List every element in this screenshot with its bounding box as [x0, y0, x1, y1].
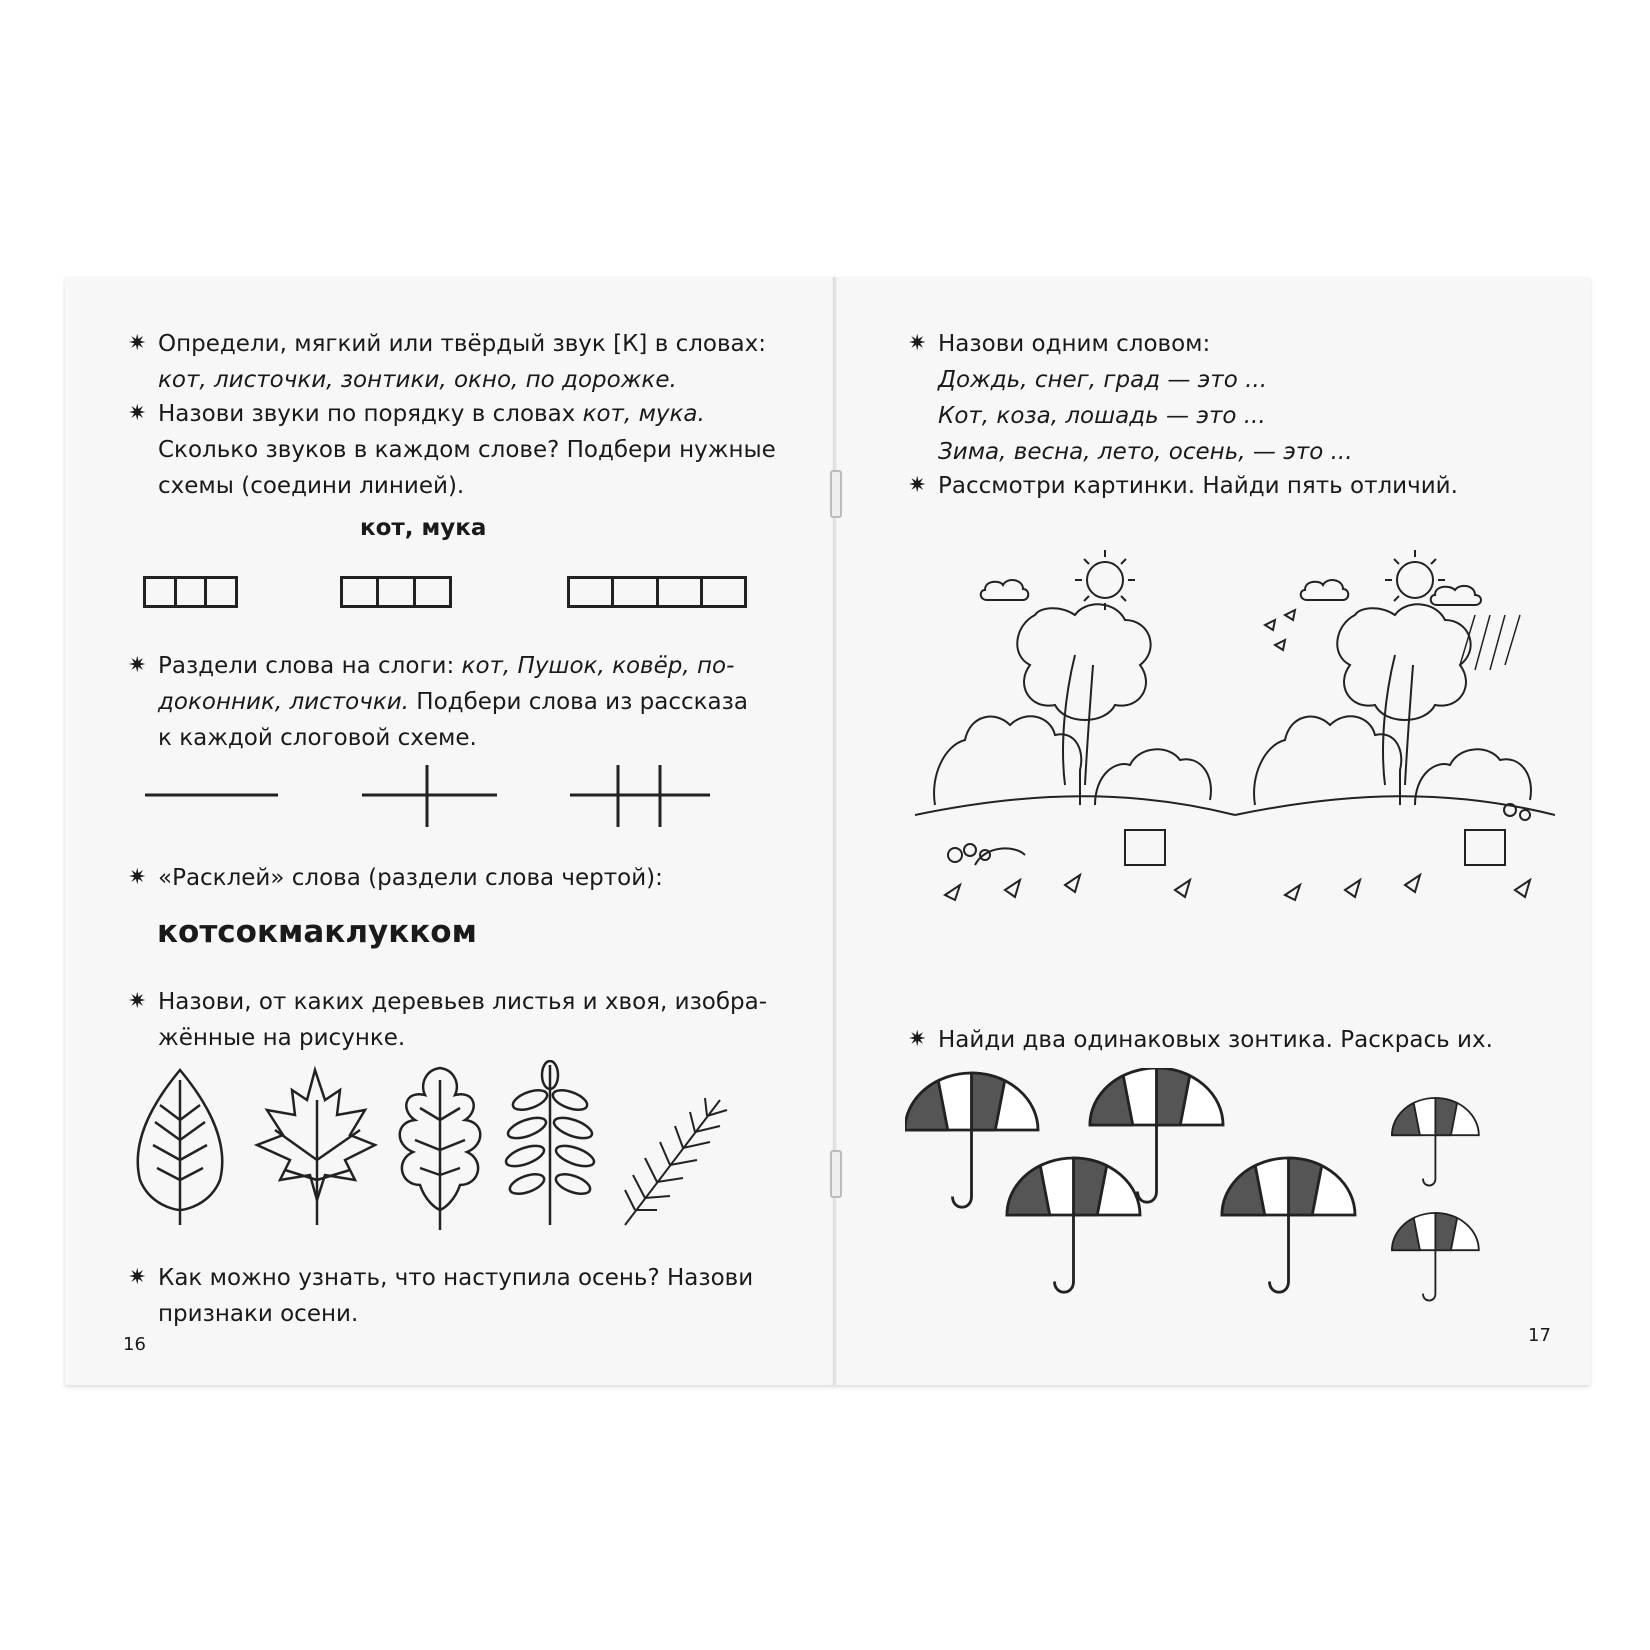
sound-scheme-4: [567, 576, 747, 608]
task-one-word: ✷ Назови одним словом: Дождь, снег, град — это ... Кот, коза, лошадь — это ... Зима, весна, лето, осень, — это ...: [938, 326, 1353, 470]
sound-scheme-3b: [340, 576, 452, 608]
fir-branch-icon: [625, 1098, 727, 1225]
task-soft-hard-sound: ✷ Определи, мягкий или твёрдый звук [К] в словах: кот, листочки, зонтики, окно, по дорожке.: [158, 326, 766, 398]
task-syllables: ✷ Раздели слова на слоги: кот, Пушок, ковёр, по- доконник, листочки. Подбери слова из рассказа к каждой слоговой схеме.: [158, 648, 748, 756]
umbrella-icon: [1007, 1158, 1140, 1292]
cloud-icon: [981, 580, 1029, 600]
page-number-right: 17: [1528, 1325, 1551, 1346]
star-bullet-icon: ✷: [128, 331, 147, 356]
staple-icon: [830, 1150, 842, 1198]
sun-icon: [1087, 562, 1123, 598]
sound-scheme-3: [143, 576, 238, 608]
rowan-leaf-icon: [503, 1061, 596, 1225]
task-name-sounds: ✷ Назови звуки по порядку в словах кот, мука. Сколько звуков в каждом слове? Подбери нужные схемы (соедини линией).: [158, 396, 776, 504]
task-name-trees: ✷ Назови, от каких деревьев листья и хвоя, изобра- жённые на рисунке.: [158, 984, 767, 1056]
birch-leaf-icon: [138, 1070, 223, 1225]
autumn-tree-scene: [915, 545, 1555, 945]
star-bullet-icon: ✷: [128, 653, 147, 678]
staple-icon: [830, 470, 842, 518]
page-number-left: 16: [123, 1334, 146, 1355]
maple-leaf-icon: [257, 1070, 375, 1225]
syllable-schemes: [140, 755, 770, 835]
sun-icon: [1397, 562, 1433, 598]
leaves-illustration: [125, 1060, 765, 1230]
book-spine: [833, 277, 837, 1385]
umbrella-icon: [1222, 1158, 1355, 1292]
star-bullet-icon: ✷: [128, 865, 147, 890]
umbrella-icon: [1392, 1213, 1479, 1301]
star-bullet-icon: ✷: [908, 1027, 927, 1052]
task-autumn-signs: ✷ Как можно узнать, что наступила осень? Назови признаки осени.: [158, 1260, 753, 1332]
oak-leaf-icon: [400, 1068, 481, 1230]
star-bullet-icon: ✷: [128, 1265, 147, 1290]
glued-word: котсокмаклукком: [157, 914, 477, 950]
task-words-kot-muka: кот, мука: [360, 515, 487, 541]
cloud-icon: [1301, 580, 1349, 600]
task-find-differences: ✷ Рассмотри картинки. Найди пять отличий.: [938, 468, 1458, 504]
task-split-words: ✷ «Расклей» слова (раздели слова чертой):: [158, 860, 663, 896]
star-bullet-icon: ✷: [128, 401, 147, 426]
star-bullet-icon: ✷: [908, 473, 927, 498]
cloud-icon: [1431, 586, 1481, 605]
umbrella-icon: [1392, 1098, 1479, 1186]
umbrellas-illustration: [905, 1068, 1545, 1318]
star-bullet-icon: ✷: [128, 989, 147, 1014]
task-find-umbrellas: ✷ Найди два одинаковых зонтика. Раскрась их.: [938, 1022, 1493, 1058]
star-bullet-icon: ✷: [908, 331, 927, 356]
